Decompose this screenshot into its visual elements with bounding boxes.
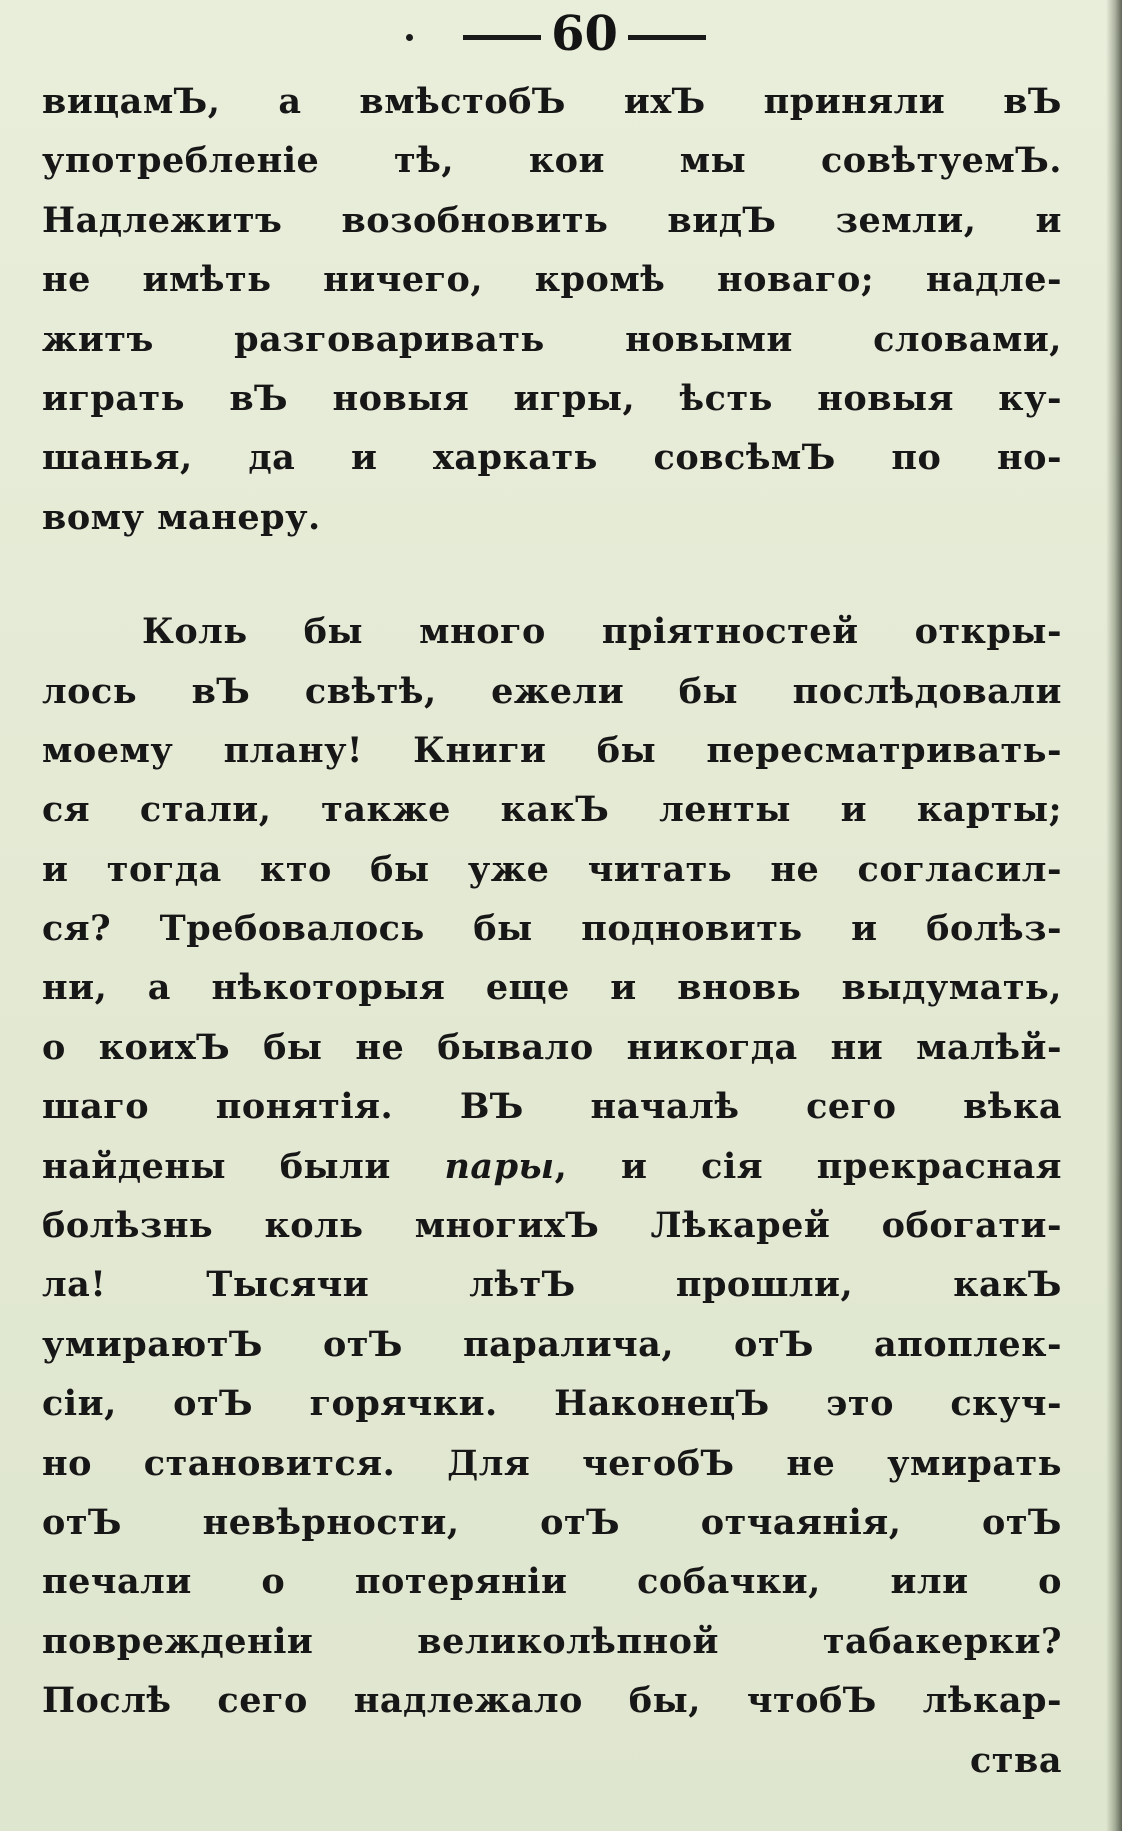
paragraph-1 [42,72,1062,547]
header-dot [406,34,413,41]
text-line-with-italic [42,1137,1062,1196]
text-line: о коихЪ бы не бывало никогда ни малѣй- [42,1026,1062,1068]
text-line: вому манеру. [42,496,321,538]
text-line: болѣзнь коль многихЪ Лѣкарей обогати- [42,1205,1062,1247]
text-line: не имѣть ничего, кромѣ новаго; надле- [42,259,1062,301]
text-line: ся стали, также какЪ ленты и карты; [42,789,1062,831]
page-number: 60 [551,6,618,62]
italic-word: пары [444,1145,555,1187]
text-line: лось вЪ свѣтѣ, ежели бы послѣдовали [42,670,1062,712]
text-line: Послѣ сего надлежало бы, чтобЪ лѣкар- [42,1680,1062,1722]
text-line: вицамЪ, а вмѣстобЪ ихЪ приняли вЪ [42,81,1062,122]
text-line: сіи, отЪ горячки. НаконецЪ это скуч- [42,1383,1062,1425]
text-line: шаго понятія. ВЪ началѣ сего вѣка [42,1086,1062,1128]
text-line: поврежденіи великолѣпной табакерки? [42,1620,1062,1662]
paragraph-gap [42,547,1062,602]
page-edge-shadow [1106,0,1122,1831]
page-header [0,6,1122,62]
paragraph-2 [42,602,1062,1730]
text-line: ла! Тысячи лѣтЪ прошли, какЪ [42,1264,1062,1306]
text-segment: , и сія прекрасная [554,1145,1063,1187]
text-line: но становится. Для чегобЪ не умирать [42,1442,1062,1484]
text-line: моему плану! Книги бы пересматривать- [42,729,1062,771]
text-line: ни, а нѣкоторыя еще и вновь выдумать, [42,967,1062,1009]
page-text [42,72,1062,1790]
catchword: ства [970,1739,1062,1781]
text-line: умираютЪ отЪ паралича, отЪ апоплек- [42,1323,1062,1365]
text-line: Коль бы много пріятностей откры- [142,611,1062,653]
text-line: отЪ невѣрности, отЪ отчаянія, отЪ [42,1501,1062,1543]
text-line: житъ разговаривать новыми словами, [42,318,1062,360]
text-segment: найдены были [42,1145,391,1187]
text-line: употребленіе тѣ, кои мы совѣтуемЪ. [42,140,1062,182]
text-line: и тогда кто бы уже читать не согласил- [42,848,1062,890]
header-rule-left [463,35,541,40]
text-line: шанья, да и харкать совсѣмЪ по но- [42,437,1062,479]
text-line: играть вЪ новыя игры, ѣсть новыя ку- [42,377,1062,419]
text-line: печали о потеряніи собачки, или о [42,1561,1062,1603]
header-rule-right [628,35,706,40]
text-line: ся? Требовалось бы подновить и болѣз- [42,908,1062,950]
text-line: Надлежитъ возобновить видЪ земли, и [42,199,1062,241]
